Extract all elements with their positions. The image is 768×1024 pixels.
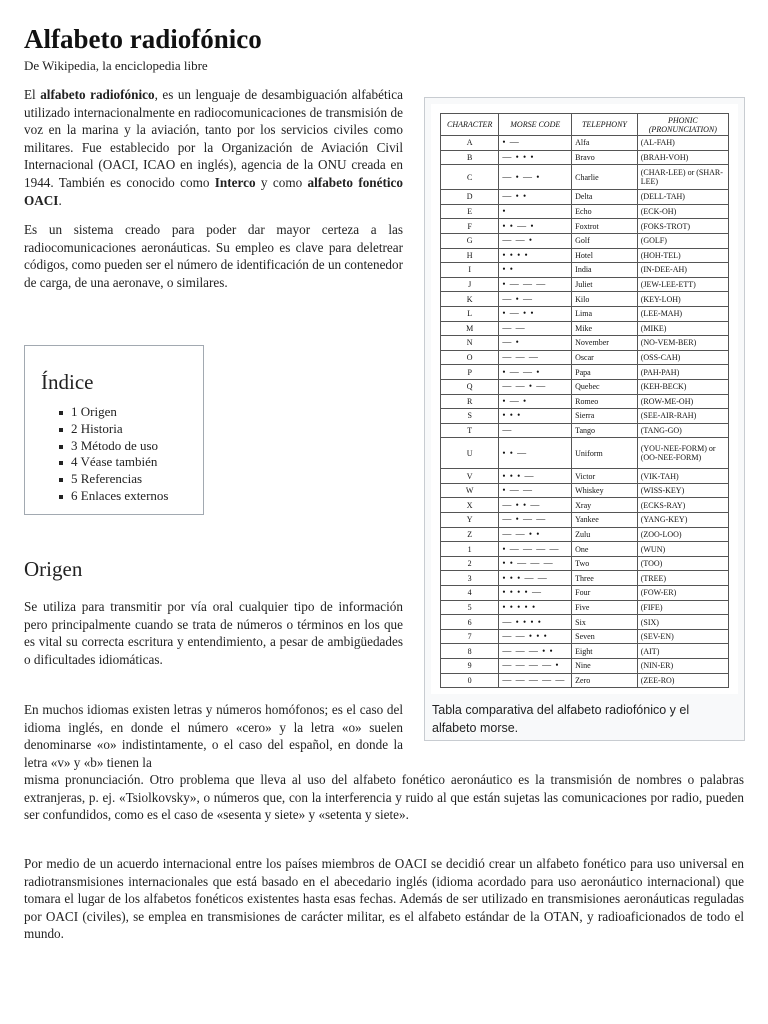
table-row (441, 394, 729, 409)
table-cell-character: V (441, 469, 499, 484)
table-cell-telephony: Whiskey (572, 483, 638, 498)
table-cell-morse: • • (499, 263, 572, 278)
origen-paragraph-1: Se utiliza para transmitir por vía oral cualquier tipo de información pero principalmente cuando se trata de números o términos en los que es vital su correcta escritura y entendimiento, a pesar de ambigüedades o dificultades idiomáticas. (24, 599, 403, 667)
table-row (441, 586, 729, 601)
table-cell-character: 2 (441, 556, 499, 571)
table-row (441, 615, 729, 630)
table-cell-morse: • — — • (499, 365, 572, 380)
table-cell-morse: • • • — — (499, 571, 572, 586)
table-row (441, 423, 729, 438)
table-row (441, 571, 729, 586)
table-row (441, 277, 729, 292)
table-cell-telephony: Seven (572, 629, 638, 644)
column-header: TELEPHONY (572, 114, 638, 136)
table-cell-morse: — — • — (499, 379, 572, 394)
table-row (441, 292, 729, 307)
table-cell-telephony: Alfa (572, 136, 638, 151)
toc-item[interactable]: 1 Origen (71, 404, 193, 421)
table-cell-telephony: Yankee (572, 513, 638, 528)
table-cell-phonic: (WUN) (637, 542, 728, 557)
table-cell-morse: • — • (499, 394, 572, 409)
table-cell-character: W (441, 483, 499, 498)
table-cell-morse: • • • (499, 409, 572, 424)
table-cell-character: T (441, 423, 499, 438)
table-cell-phonic: (GOLF) (637, 233, 728, 248)
table-row (441, 365, 729, 380)
table-cell-morse: • • • • • (499, 600, 572, 615)
table-cell-character: 0 (441, 673, 499, 688)
table-cell-morse: — • • • • (499, 615, 572, 630)
table-row (441, 150, 729, 165)
table-cell-morse: — — • • • (499, 629, 572, 644)
column-header: PHONIC (PRONUNCIATION) (637, 114, 728, 136)
table-cell-character: L (441, 306, 499, 321)
table-header-row (441, 114, 729, 136)
table-cell-phonic: (MIKE) (637, 321, 728, 336)
table-row (441, 190, 729, 205)
origen-paragraph-2-continued: misma pronunciación. Otro problema que lleva al uso del alfabeto fonético aeronáutico es la transmisión de nombres o palabras extranjeras, p. ej. «Tsiolkovsky», o números que, con la interferencia y ruido al que están sujetas las comunicaciones por radio, pueden ser confundidos, como es el caso de «sesenta y siete» y «setenta y siete». (24, 772, 744, 823)
table-row (441, 204, 729, 219)
table-cell-character: P (441, 365, 499, 380)
table-cell-morse: — — (499, 321, 572, 336)
table-cell-phonic: (HOH-TEL) (637, 248, 728, 263)
table-cell-character: X (441, 498, 499, 513)
table-row (441, 165, 729, 190)
intro-text: . (58, 192, 62, 208)
table-row (441, 233, 729, 248)
table-cell-telephony: Three (572, 571, 638, 586)
intro-text: y como (255, 174, 308, 190)
table-row (441, 673, 729, 688)
table-cell-telephony: Victor (572, 469, 638, 484)
table-cell-morse: — • (499, 336, 572, 351)
intro-paragraph-2: Es un sistema creado para poder dar mayor certeza a las radiocomunicaciones aeronáuticas. Su empleo es clave para deletrear códigos, como pueden ser el número de identificación de un contenedor de carga, de una aeronave, o similares. (24, 222, 404, 290)
toc-list (35, 404, 193, 505)
table-cell-phonic: (FOKS-TROT) (637, 219, 728, 234)
table-cell-telephony: Golf (572, 233, 638, 248)
table-cell-character: O (441, 350, 499, 365)
table-cell-morse: • — — — — (499, 542, 572, 557)
toc-item[interactable]: 6 Enlaces externos (71, 488, 193, 505)
table-cell-telephony: Five (572, 600, 638, 615)
table-cell-phonic: (YOU-NEE-FORM) or (OO-NEE-FORM) (637, 438, 728, 469)
table-cell-character: 7 (441, 629, 499, 644)
table-cell-phonic: (NO-VEM-BER) (637, 336, 728, 351)
table-cell-phonic: (ECKS-RAY) (637, 498, 728, 513)
bold-term: Interco (214, 174, 256, 190)
table-cell-character: B (441, 150, 499, 165)
table-cell-phonic: (WISS-KEY) (637, 483, 728, 498)
table-cell-phonic: (ROW-ME-OH) (637, 394, 728, 409)
table-cell-telephony: Six (572, 615, 638, 630)
table-cell-character: N (441, 336, 499, 351)
table-cell-phonic: (KEY-LOH) (637, 292, 728, 307)
intro-text: El (24, 87, 41, 102)
page-title: Alfabeto radiofónico (24, 24, 262, 54)
table-cell-telephony: Xray (572, 498, 638, 513)
table-cell-phonic: (SEE-AIR-RAH) (637, 409, 728, 424)
table-cell-phonic: (NIN-ER) (637, 659, 728, 674)
table-row (441, 483, 729, 498)
table-cell-morse: • • • — (499, 469, 572, 484)
column-header: MORSE CODE (499, 114, 572, 136)
table-cell-morse: • — (499, 136, 572, 151)
table-cell-morse: — — — (499, 350, 572, 365)
table-cell-phonic: (TANG-GO) (637, 423, 728, 438)
table-cell-character: Y (441, 513, 499, 528)
table-cell-character: C (441, 165, 499, 190)
table-row (441, 659, 729, 674)
table-cell-phonic: (KEH-BECK) (637, 379, 728, 394)
intro-paragraph-1 (24, 86, 403, 209)
table-cell-phonic: (DELL-TAH) (637, 190, 728, 205)
table-row (441, 556, 729, 571)
table-cell-telephony: Quebec (572, 379, 638, 394)
table-cell-phonic: (JEW-LEE-ETT) (637, 277, 728, 292)
table-cell-phonic: (BRAH-VOH) (637, 150, 728, 165)
table-row (441, 409, 729, 424)
table-cell-character: K (441, 292, 499, 307)
table-cell-morse: • — • • (499, 306, 572, 321)
table-cell-character: M (441, 321, 499, 336)
table-cell-character: D (441, 190, 499, 205)
table-cell-morse: — (499, 423, 572, 438)
table-cell-telephony: Uniform (572, 438, 638, 469)
table-cell-character: 1 (441, 542, 499, 557)
table-cell-telephony: Foxtrot (572, 219, 638, 234)
table-cell-morse: • • — — — (499, 556, 572, 571)
table-cell-phonic: (AIT) (637, 644, 728, 659)
table-row (441, 248, 729, 263)
table-row (441, 600, 729, 615)
table-cell-telephony: Juliet (572, 277, 638, 292)
table-cell-phonic: (LEE-MAH) (637, 306, 728, 321)
bold-term: alfabeto radiofónico (40, 87, 155, 102)
table-cell-morse: — • • • (499, 150, 572, 165)
morse-table-body (441, 136, 729, 688)
table-cell-character: I (441, 263, 499, 278)
table-cell-telephony: November (572, 336, 638, 351)
table-cell-morse: — — — • • (499, 644, 572, 659)
table-cell-character: 4 (441, 586, 499, 601)
table-cell-morse: • • — (499, 438, 572, 469)
table-cell-morse: • — — (499, 483, 572, 498)
table-cell-phonic: (FOW-ER) (637, 586, 728, 601)
table-cell-phonic: (AL-FAH) (637, 136, 728, 151)
table-row (441, 438, 729, 469)
table-cell-morse: • • • • (499, 248, 572, 263)
table-cell-telephony: Sierra (572, 409, 638, 424)
table-row (441, 219, 729, 234)
table-cell-character: 6 (441, 615, 499, 630)
toc-item[interactable]: 3 Método de uso (71, 438, 193, 455)
table-cell-character: 5 (441, 600, 499, 615)
table-row (441, 350, 729, 365)
table-cell-telephony: Tango (572, 423, 638, 438)
table-cell-phonic: (OSS-CAH) (637, 350, 728, 365)
table-cell-telephony: Four (572, 586, 638, 601)
table-cell-character: E (441, 204, 499, 219)
bold-term: alfabeto fonético OACI (24, 174, 403, 208)
table-cell-morse: — • • — (499, 498, 572, 513)
table-cell-telephony: Papa (572, 365, 638, 380)
table-cell-telephony: Romeo (572, 394, 638, 409)
table-cell-telephony: Bravo (572, 150, 638, 165)
table-cell-phonic: (ECK-OH) (637, 204, 728, 219)
table-cell-telephony: Charlie (572, 165, 638, 190)
toc-item[interactable]: 4 Véase también (71, 454, 193, 471)
table-cell-telephony: Mike (572, 321, 638, 336)
table-cell-morse: — • • (499, 190, 572, 205)
page-subtitle: De Wikipedia, la enciclopedia libre (24, 58, 208, 73)
table-cell-morse: — • — — (499, 513, 572, 528)
table-cell-morse: • (499, 204, 572, 219)
table-cell-character: R (441, 394, 499, 409)
table-cell-phonic: (PAH-PAH) (637, 365, 728, 380)
table-cell-phonic: (TOO) (637, 556, 728, 571)
table-cell-morse: • • — • (499, 219, 572, 234)
table-cell-phonic: (IN-DEE-AH) (637, 263, 728, 278)
toc-item[interactable]: 2 Historia (71, 421, 193, 438)
table-cell-morse: — • — • (499, 165, 572, 190)
thumbnail-box (424, 97, 745, 741)
table-row (441, 498, 729, 513)
table-cell-morse: • — — — (499, 277, 572, 292)
table-row (441, 306, 729, 321)
table-row (441, 263, 729, 278)
table-cell-phonic: (VIK-TAH) (637, 469, 728, 484)
table-row (441, 513, 729, 528)
table-cell-telephony: India (572, 263, 638, 278)
table-cell-phonic: (FIFE) (637, 600, 728, 615)
table-cell-phonic: (YANG-KEY) (637, 513, 728, 528)
table-cell-character: A (441, 136, 499, 151)
table-cell-telephony: Delta (572, 190, 638, 205)
table-cell-morse: — — • (499, 233, 572, 248)
table-cell-phonic: (ZOO-LOO) (637, 527, 728, 542)
toc-item[interactable]: 5 Referencias (71, 471, 193, 488)
table-cell-morse: — — — — • (499, 659, 572, 674)
intro-text: , es un lenguaje de desambiguación alfabética utilizado internacionalmente en radiocomunicaciones de transmisión de voz en la marina y la aviación, tanto por los servicios civiles como militares. Fue establecido por la Organización de Aviación Civil Internacional (OACI, ICAO en inglés), agencia de la ONU creada en 1944. También es conocido como (24, 87, 403, 190)
table-cell-telephony: Nine (572, 659, 638, 674)
origen-paragraph-2: En muchos idiomas existen letras y números homófonos; es el caso del idioma inglés, en donde el número «cero» y la letra «o» suelen denominarse «o» indistintamente, o el caso del español, en donde la letra «v» y «b» tienen la (24, 702, 403, 770)
table-cell-telephony: Kilo (572, 292, 638, 307)
table-cell-telephony: Oscar (572, 350, 638, 365)
morse-table (440, 113, 729, 688)
toc-title: Índice (41, 370, 94, 394)
table-cell-morse: — — — — — (499, 673, 572, 688)
table-row (441, 542, 729, 557)
table-cell-phonic: (SEV-EN) (637, 629, 728, 644)
table-cell-character: 8 (441, 644, 499, 659)
table-cell-telephony: Eight (572, 644, 638, 659)
table-cell-telephony: Hotel (572, 248, 638, 263)
table-cell-character: Z (441, 527, 499, 542)
table-cell-morse: — • — (499, 292, 572, 307)
page-header (24, 22, 744, 74)
column-header: CHARACTER (441, 114, 499, 136)
table-row (441, 527, 729, 542)
origen-paragraph-3: Por medio de un acuerdo internacional entre los países miembros de OACI se decidió crear un alfabeto fonético para uso universal en radiotransmisiones internacionales que está basado en el abecedario inglés (idioma acordado para uso aeronáutico internacional) que tomara el lugar de los alfabetos fonéticos existentes hasta esas fechas. Además de ser utilizado en transmisiones aeronáuticas reguladas por OACI (civiles), se emplea en transmisiones de carácter militar, es el alfabeto estándar de la OTAN, y radioaficionados de todo el mundo. (24, 856, 744, 942)
table-row (441, 629, 729, 644)
table-cell-character: U (441, 438, 499, 469)
table-row (441, 336, 729, 351)
table-cell-telephony: One (572, 542, 638, 557)
table-cell-telephony: Zulu (572, 527, 638, 542)
table-cell-character: F (441, 219, 499, 234)
table-cell-character: H (441, 248, 499, 263)
table-row (441, 469, 729, 484)
table-cell-morse: • • • • — (499, 586, 572, 601)
table-cell-character: J (441, 277, 499, 292)
section-heading-origen: Origen (24, 557, 83, 581)
table-cell-phonic: (CHAR-LEE) or (SHAR-LEE) (637, 165, 728, 190)
table-cell-character: 3 (441, 571, 499, 586)
table-cell-phonic: (TREE) (637, 571, 728, 586)
intro-section (24, 86, 403, 292)
table-cell-character: Q (441, 379, 499, 394)
table-cell-phonic: (SIX) (637, 615, 728, 630)
table-cell-character: S (441, 409, 499, 424)
table-cell-telephony: Two (572, 556, 638, 571)
table-row (441, 136, 729, 151)
table-row (441, 644, 729, 659)
morse-table-image[interactable] (431, 104, 738, 694)
table-cell-phonic: (ZEE-RO) (637, 673, 728, 688)
table-caption: Tabla comparativa del alfabeto radiofónico y el alfabeto morse. (432, 703, 690, 735)
table-cell-morse: — — • • (499, 527, 572, 542)
table-row (441, 379, 729, 394)
table-cell-telephony: Zero (572, 673, 638, 688)
table-cell-telephony: Lima (572, 306, 638, 321)
table-cell-telephony: Echo (572, 204, 638, 219)
table-row (441, 321, 729, 336)
table-cell-character: G (441, 233, 499, 248)
table-of-contents (24, 345, 204, 515)
table-cell-character: 9 (441, 659, 499, 674)
